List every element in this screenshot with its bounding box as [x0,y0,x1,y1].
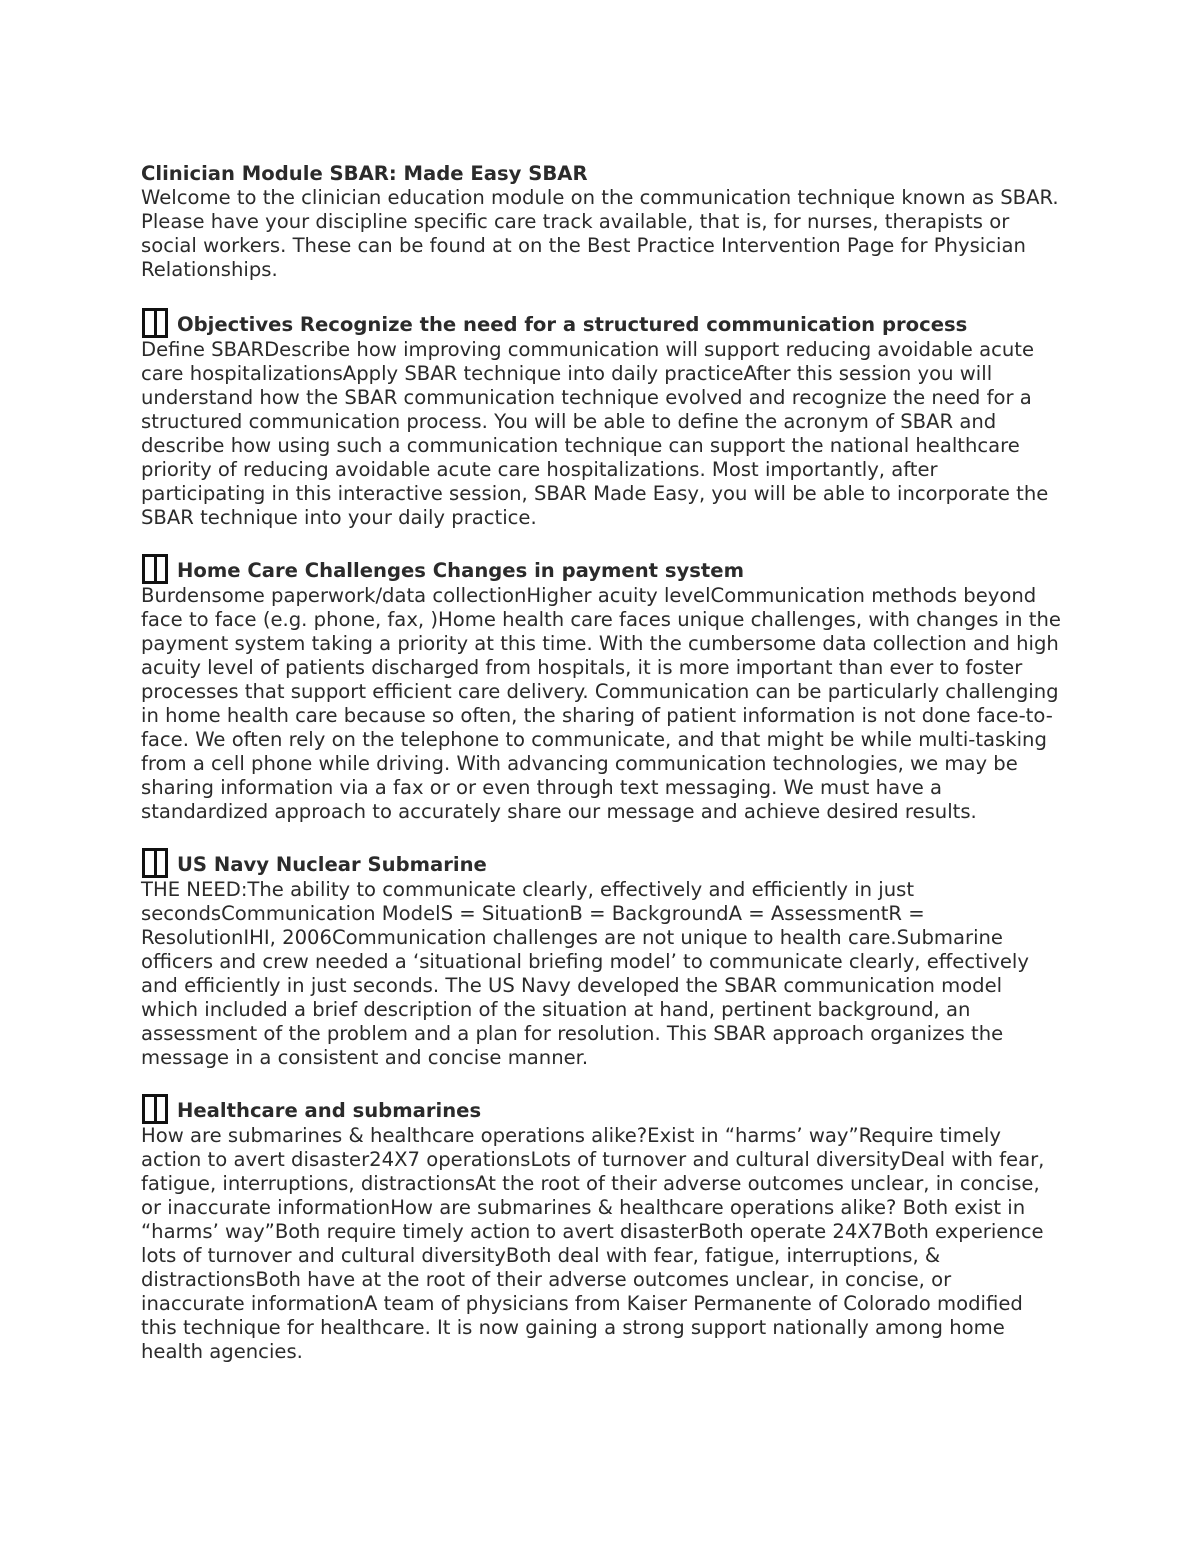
missing-glyph-box-icon [141,554,171,584]
missing-glyph-box-icon [141,1094,171,1124]
document-title: Clinician Module SBAR: Made Easy SBAR [141,162,588,185]
section-us-navy-submarine [141,848,1061,1070]
section-healthcare-submarines [141,1094,1061,1364]
section-home-care-challenges [141,554,1061,824]
section-heading-text: US Navy Nuclear Submarine [177,853,487,876]
section-heading [141,308,1061,338]
intro-paragraph: Welcome to the clinician education module on the communication technique known as SBAR. Please have your discipline specific care track available, that is, for nurses, therapists or social workers. These can be found at on the Best Practice Intervention Page for Physician Relationships. [141,186,1059,281]
missing-glyph-box-icon [141,308,171,338]
section-body: Burdensome paperwork/data collectionHigher acuity levelCommunication methods beyond face to face (e.g. phone, fax, )Home health care faces unique challenges, with changes in the payment system taking a priority at this time. With the cumbersome data collection and high acuity level of patients discharged from hospitals, it is more important than ever to foster processes that support efficient care delivery. Communication can be particularly challenging in home health care because so often, the sharing of patient information is not done face-to-face. We often rely on the telephone to communicate, and that might be while multi-tasking from a cell phone while driving. With advancing communication technologies, we may be sharing information via a fax or or even through text messaging. We must have a standardized approach to accurately share our message and achieve desired results. [141,584,1061,823]
section-objectives [141,308,1061,530]
document-page [141,162,1061,1364]
section-heading [141,848,1061,878]
section-body: THE NEED:The ability to communicate clearly, effectively and efficiently in just secondsCommunication ModelS = SituationB = BackgroundA = AssessmentR = ResolutionIHI, 2006Communication challenges are not unique to health care.Submarine officers and crew needed a ‘situational briefing model’ to communicate clearly, effectively and efficiently in just seconds. The US Navy developed the SBAR communication model which included a brief description of the situation at hand, pertinent background, an assessment of the problem and a plan for resolution. This SBAR approach organizes the message in a consistent and concise manner. [141,878,1029,1069]
missing-glyph-box-icon [141,848,171,878]
section-body: How are submarines & healthcare operations alike?Exist in “harms’ way”Require timely action to avert disaster24X7 operationsLots of turnover and cultural diversityDeal with fear, fatigue, interruptions, distractionsAt the root of their adverse outcomes unclear, in concise, or inaccurate informationHow are submarines & healthcare operations alike? Both exist in “harms’ way”Both require timely action to avert disasterBoth operate 24X7Both experience lots of turnover and cultural diversityBoth deal with fear, fatigue, interruptions, & distractionsBoth have at the root of their adverse outcomes unclear, in concise, or inaccurate informationA team of physicians from Kaiser Permanente of Colorado modified this technique for healthcare. It is now gaining a strong support nationally among home health agencies. [141,1124,1045,1363]
section-body: Define SBARDescribe how improving communication will support reducing avoidable acute care hospitalizationsApply SBAR technique into daily practiceAfter this session you will understand how the SBAR communication technique evolved and recognize the need for a structured communication process. You will be able to define the acronym of SBAR and describe how using such a communication technique can support the national healthcare priority of reducing avoidable acute care hospitalizations. Most importantly, after participating in this interactive session, SBAR Made Easy, you will be able to incorporate the SBAR technique into your daily practice. [141,338,1049,529]
section-heading-text: Healthcare and submarines [177,1099,482,1122]
section-heading [141,1094,1061,1124]
section-heading [141,554,1061,584]
section-heading-text: Home Care Challenges Changes in payment system [177,559,744,582]
intro-block [141,162,1061,282]
section-heading-text: Objectives Recognize the need for a structured communication process [177,313,968,336]
